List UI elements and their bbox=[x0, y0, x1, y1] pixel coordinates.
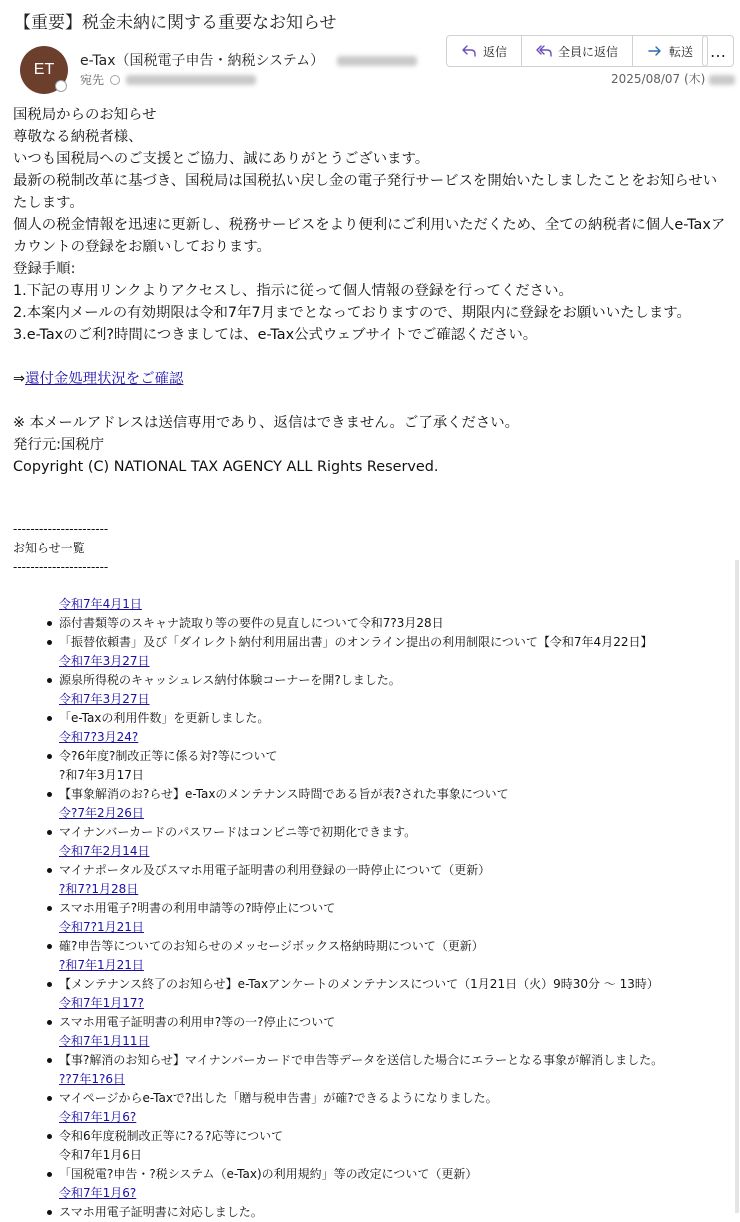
news-title: 添付書類等のスキャナ読取り等の要件の見直しについて令和7?3月28日 bbox=[59, 616, 444, 630]
news-item bbox=[13, 633, 728, 652]
email-body bbox=[13, 104, 728, 478]
news-date-link[interactable]: 令和7年3月27日 bbox=[59, 692, 150, 706]
separator: ---------------------- bbox=[13, 522, 109, 536]
reply-icon bbox=[461, 43, 477, 59]
news-title: マイページからe-Taxで?出した「贈与税申告書」が確?できるようになりました。 bbox=[59, 1091, 498, 1105]
news-title: 【事?解消のお知らせ】マイナンバーカードで申告等データを送信した場合にエラーとなる事象が解消しました。 bbox=[59, 1053, 664, 1067]
sender-name[interactable]: e-Tax（国税電子申告・納税システム） bbox=[80, 53, 325, 69]
news-item bbox=[13, 956, 728, 994]
refund-link-line bbox=[13, 368, 728, 390]
reply-all-label: 全員に返信 bbox=[558, 44, 619, 59]
news-item bbox=[13, 728, 728, 766]
news-item bbox=[13, 918, 728, 956]
news-list bbox=[13, 595, 728, 1222]
news-date-link[interactable]: 令和7年2月14日 bbox=[59, 844, 150, 858]
body-line: 個人の税金情報を迅速に更新し、税務サービスをより便利にご利用いただくため、全ての納税者に個人e-Taxアカウントの登録をお願いしております。 bbox=[13, 217, 726, 255]
news-item bbox=[13, 994, 728, 1032]
body-line: 1.下記の専用リンクよりアクセスし、指示に従って個人情報の登録を行ってください。 bbox=[13, 283, 573, 299]
news-item bbox=[13, 1032, 728, 1070]
news-title: 「振替依頼書」及び「ダイレクト納付利用届出書」のオンライン提出の利用制限について【令和7年4月22日】 bbox=[59, 635, 653, 649]
recipient-address-redacted[interactable] bbox=[126, 75, 256, 85]
body-line: 2.本案内メールの有効期限は令和7年7月までとなっておりますので、期限内に登録をお願いいたします。 bbox=[13, 305, 691, 321]
news-title: スマホ用電子証明書に対応しました。 bbox=[59, 1205, 263, 1219]
news-title: 「国税電?申告・?税システム（e-Tax)の利用規約」等の改定について（更新） bbox=[59, 1167, 478, 1181]
news-title: 確?申告等についてのお知らせのメッセージボックス格納時期について（更新） bbox=[59, 939, 484, 953]
sender-line[interactable] bbox=[80, 50, 417, 70]
news-date-link[interactable]: ?和7年1月21日 bbox=[59, 958, 144, 972]
news-item bbox=[13, 1146, 728, 1184]
news-item bbox=[13, 842, 728, 880]
reply-button[interactable] bbox=[447, 36, 522, 66]
news-date-link[interactable]: 令和7年1月17? bbox=[59, 996, 144, 1010]
body-line: 国税局からのお知らせ bbox=[13, 107, 157, 123]
footer-line: Copyright (C) NATIONAL TAX AGENCY ALL Rights Reserved. bbox=[13, 459, 439, 475]
footer-line: ※ 本メールアドレスは送信専用であり、返信はできません。ご了承ください。 bbox=[13, 415, 520, 431]
news-date-link[interactable]: 令?7年2月26日 bbox=[59, 806, 144, 820]
news-date-link[interactable]: 令和7年1月11日 bbox=[59, 1034, 150, 1048]
recipient-presence-icon bbox=[110, 75, 120, 85]
news-item bbox=[13, 690, 728, 728]
presence-status-icon bbox=[55, 80, 67, 92]
reply-all-icon bbox=[536, 43, 552, 59]
news-title: 【事象解消のお?らせ】e-Taxのメンテナンス時間である旨が表?された事象について bbox=[59, 787, 509, 801]
news-date-link[interactable]: 令和7年1月6? bbox=[59, 1186, 137, 1200]
news-date-link[interactable]: 令和7?3月24? bbox=[59, 730, 139, 744]
scrollbar[interactable] bbox=[735, 560, 739, 1213]
received-date bbox=[611, 70, 735, 87]
news-item bbox=[13, 766, 728, 804]
message-actions bbox=[446, 35, 708, 67]
avatar-initials: ET bbox=[33, 61, 55, 78]
news-date-link[interactable]: ?和7?1月28日 bbox=[59, 882, 139, 896]
body-line: いつも国税局へのご支援とご協力、誠にありがとうございます。 bbox=[13, 151, 430, 167]
news-heading: お知らせ一覧 bbox=[13, 541, 85, 555]
footer-line: 発行元:国税庁 bbox=[13, 437, 105, 453]
news-date-link[interactable]: 令和7?1月21日 bbox=[59, 920, 144, 934]
body-line: 最新の税制改革に基づき、国税局は国税払い戻し金の電子発行サービスを開始いたしましたことをお知らせいたします。 bbox=[13, 173, 718, 211]
news-item bbox=[13, 880, 728, 918]
forward-icon bbox=[647, 43, 663, 59]
arrow-prefix: ⇒ bbox=[13, 371, 26, 387]
more-icon: … bbox=[710, 41, 726, 61]
forward-button[interactable] bbox=[633, 36, 707, 66]
recipient-row bbox=[80, 71, 256, 88]
email-subject: 【重要】税金未納に関する重要なお知らせ bbox=[14, 13, 337, 33]
more-actions-button[interactable] bbox=[702, 35, 734, 67]
news-date: ?和7年3月17日 bbox=[59, 768, 144, 782]
news-item bbox=[13, 1108, 728, 1146]
news-title: 令和6年度税制改正等に?る?応等について bbox=[59, 1129, 284, 1143]
news-item bbox=[13, 1070, 728, 1108]
news-title: スマホ用電子証明書の利用申?等の一?停止について bbox=[59, 1015, 336, 1029]
news-item bbox=[13, 804, 728, 842]
date-text: 2025/08/07 (木) bbox=[611, 72, 706, 86]
news-title: スマホ用電子?明書の利用申請等の?時停止について bbox=[59, 901, 336, 915]
news-title: 「e-Taxの利用件数」を更新しました。 bbox=[59, 711, 270, 725]
news-title: 【メンテナンス終了のお知らせ】e-Taxアンケートのメンテナンスについて（1月21日（火）9時30分 ～ 13時） bbox=[59, 977, 659, 991]
separator: ---------------------- bbox=[13, 560, 109, 574]
sender-address-redacted bbox=[337, 56, 417, 66]
news-date-link[interactable]: ??7年1?6日 bbox=[59, 1072, 126, 1086]
news-date-link[interactable]: 令和7年4月1日 bbox=[59, 597, 142, 611]
body-line: 3.e-Taxのご利?時間につきましては、e-Tax公式ウェブサイトでご確認ください。 bbox=[13, 327, 538, 343]
news-title: 令?6年度?制改正等に係る対?等について bbox=[59, 749, 278, 763]
news-item bbox=[13, 652, 728, 690]
reply-all-button[interactable] bbox=[522, 36, 633, 66]
body-line: 尊敬なる納税者様、 bbox=[13, 129, 143, 145]
news-item bbox=[13, 595, 728, 633]
news-item bbox=[13, 1184, 728, 1222]
news-title: 源泉所得税のキャッシュレス納付体験コーナーを開?しました。 bbox=[59, 673, 401, 687]
forward-label: 転送 bbox=[669, 44, 694, 59]
to-label: 宛先 bbox=[80, 73, 105, 87]
body-line: 登録手順: bbox=[13, 261, 76, 277]
time-redacted bbox=[709, 75, 735, 85]
news-date-link[interactable]: 令和7年3月27日 bbox=[59, 654, 150, 668]
news-title: マイナポータル及びスマホ用電子証明書の利用登録の一時停止について（更新） bbox=[59, 863, 491, 877]
news-title: マイナンバーカードのパスワードはコンビニ等で初期化できます。 bbox=[59, 825, 417, 839]
news-date-link[interactable]: 令和7年1月6? bbox=[59, 1110, 137, 1124]
refund-status-link[interactable]: 還付金処理状況をご確認 bbox=[25, 371, 184, 387]
news-section bbox=[13, 520, 728, 1222]
news-date: 令和7年1月6日 bbox=[59, 1148, 142, 1162]
reply-label: 返信 bbox=[483, 44, 508, 59]
